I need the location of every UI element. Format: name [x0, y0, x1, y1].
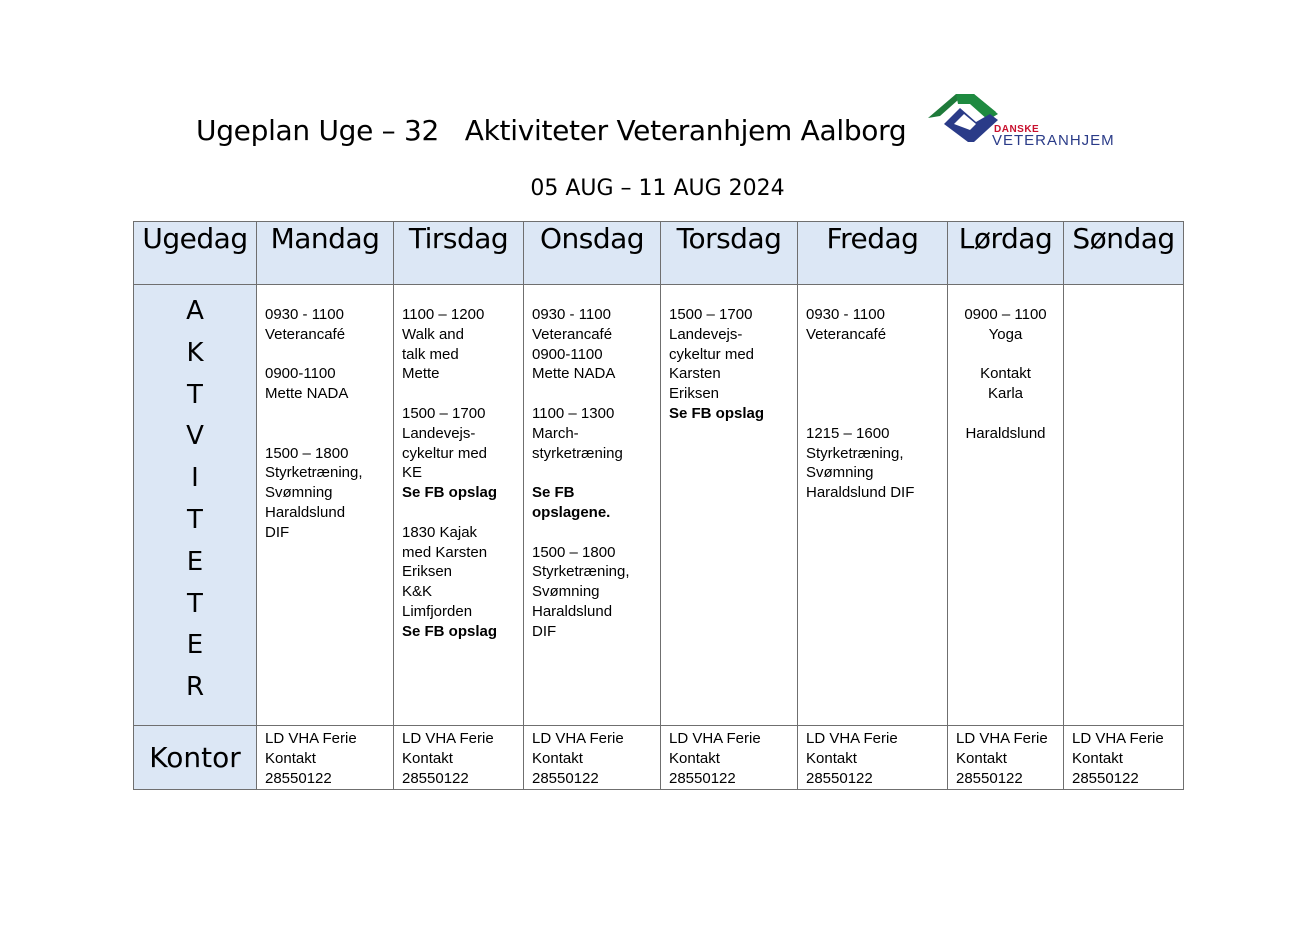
activity-line: Mette NADA — [532, 365, 616, 383]
activity-line: 1500 – 1800 — [532, 543, 616, 561]
kontor-line: LD VHA Ferie — [532, 730, 624, 747]
activity-line — [806, 345, 939, 365]
kontor-cell-mandag — [257, 726, 394, 790]
column-header-torsdag: Torsdag — [661, 222, 798, 285]
activity-line — [402, 384, 515, 404]
activity-line: Walk and — [402, 325, 464, 343]
date-range: 05 AUG – 11 AUG 2024 — [530, 176, 785, 201]
activity-line: Svømning — [806, 464, 874, 482]
kontor-line: 28550122 — [265, 770, 332, 787]
activity-line: 1500 – 1700 — [402, 404, 486, 422]
activity-line: Eriksen — [669, 385, 720, 403]
activity-line: Se FB opslag — [669, 404, 765, 422]
activity-line: Eriksen — [402, 563, 453, 581]
side-letter: T — [187, 379, 203, 410]
column-header-mandag: Mandag — [257, 222, 394, 285]
activity-line: Veterancafé — [806, 325, 887, 343]
cell-tirsdag — [394, 285, 524, 726]
activity-line: 0900-1100 — [265, 365, 336, 383]
logo-text-big: VETERANHJEM — [992, 132, 1115, 149]
activity-line: 0930 - 1100 — [532, 306, 611, 323]
activity-line: Karsten — [669, 365, 721, 383]
activity-line: cykeltur med — [669, 345, 755, 363]
activity-line: 1500 – 1800 — [265, 444, 349, 462]
activity-line: opslagene. — [532, 503, 611, 521]
activity-line: Se FB opslag — [402, 622, 498, 640]
kontor-line: 28550122 — [402, 770, 469, 787]
activity-line — [806, 404, 939, 424]
logo-text-small: DANSKE — [994, 124, 1040, 135]
kontor-line: Kontakt — [402, 750, 453, 767]
page-title: Ugeplan Uge – 32 Aktiviteter Veteranhjem Aalborg — [196, 114, 907, 147]
activity-line: 0900 – 1100 — [964, 306, 1047, 323]
kontor-row — [134, 726, 1184, 790]
activity-line: Kontakt — [980, 365, 1031, 383]
kontor-cell-lordag — [948, 726, 1064, 790]
cell-onsdag — [524, 285, 661, 726]
kontor-cell-fredag — [798, 726, 948, 790]
kontor-line: 28550122 — [532, 770, 599, 787]
activity-line: talk med — [402, 345, 459, 363]
activity-line: 1100 – 1200 — [402, 306, 485, 323]
activity-line: 1100 – 1300 — [532, 404, 615, 422]
kontor-line: Kontakt — [669, 750, 720, 767]
activity-line: March- — [532, 424, 579, 442]
side-letter: K — [186, 337, 204, 368]
kontor-line: LD VHA Ferie — [956, 730, 1048, 747]
side-letter: T — [187, 588, 203, 619]
activity-line: 0930 - 1100 — [265, 306, 344, 323]
activity-line: DIF — [265, 523, 290, 541]
kontor-line: Kontakt — [956, 750, 1007, 767]
activity-line: Mette — [402, 365, 440, 383]
activity-line — [532, 384, 652, 404]
activity-line: 0930 - 1100 — [806, 306, 885, 323]
side-letter: A — [186, 296, 204, 326]
kontor-line: Kontakt — [265, 750, 316, 767]
activity-line: 1830 Kajak — [402, 523, 478, 541]
cell-torsdag — [661, 285, 798, 726]
activity-line: Landevejs- — [669, 325, 743, 343]
kontor-line: 28550122 — [956, 770, 1023, 787]
side-letter: T — [187, 504, 203, 535]
activity-line: Karla — [987, 385, 1024, 403]
kontor-line: 28550122 — [669, 770, 736, 787]
activity-line: med Karsten — [402, 543, 488, 561]
kontor-cell-sondag — [1064, 726, 1184, 790]
activity-line — [532, 463, 652, 483]
activity-line: Se FB — [532, 484, 575, 502]
kontor-line: LD VHA Ferie — [669, 730, 761, 747]
side-letter: V — [186, 421, 204, 452]
aktiviteter-side-label — [134, 285, 257, 726]
cell-fredag — [798, 285, 948, 726]
activity-line: Se FB opslag — [402, 484, 498, 502]
kontor-line: LD VHA Ferie — [1072, 730, 1164, 747]
activities-row — [134, 285, 1184, 726]
column-header-sondag: Søndag — [1064, 222, 1184, 285]
activity-line: Svømning — [532, 583, 600, 601]
activity-line: Haraldslund — [532, 602, 613, 620]
kontor-cell-tirsdag — [394, 726, 524, 790]
activity-line — [402, 503, 515, 523]
kontor-line: LD VHA Ferie — [402, 730, 494, 747]
activity-line: Styrketræning, — [806, 444, 904, 462]
activity-line — [806, 384, 939, 404]
activity-line: cykeltur med — [402, 444, 488, 462]
kontor-line: Kontakt — [1072, 750, 1123, 767]
activity-line: 0900-1100 — [532, 345, 603, 363]
danske-veteranhjem-logo — [926, 90, 1126, 150]
activity-line: 1215 – 1600 — [806, 424, 890, 442]
activity-line: 1500 – 1700 — [669, 306, 753, 323]
activity-line — [265, 404, 385, 424]
side-letter: E — [186, 630, 204, 661]
activity-line: Veterancafé — [265, 325, 346, 343]
activity-line: styrketræning — [532, 444, 623, 462]
activity-line — [532, 523, 652, 543]
column-header-lordag: Lørdag — [948, 222, 1064, 285]
activity-line: Haraldslund DIF — [806, 484, 915, 502]
kontor-line: Kontakt — [806, 750, 857, 767]
side-letter: I — [191, 463, 199, 494]
header-row — [134, 222, 1184, 285]
kontor-cell-onsdag — [524, 726, 661, 790]
cell-sondag — [1064, 285, 1184, 726]
activity-line: DIF — [532, 622, 557, 640]
activity-line: Veterancafé — [532, 325, 613, 343]
kontor-line: LD VHA Ferie — [806, 730, 898, 747]
activity-line: Svømning — [265, 484, 333, 502]
activity-line: Limfjorden — [402, 602, 473, 620]
weekly-schedule-table — [133, 221, 1184, 790]
activity-line: Styrketræning, — [265, 464, 363, 482]
activity-line: K&K — [402, 583, 433, 601]
kontor-side-label: Kontor — [134, 726, 257, 790]
activity-line — [265, 345, 385, 365]
column-header-onsdag: Onsdag — [524, 222, 661, 285]
side-letter: E — [186, 546, 204, 577]
column-header-fredag: Fredag — [798, 222, 948, 285]
column-header-tirsdag: Tirsdag — [394, 222, 524, 285]
kontor-line: LD VHA Ferie — [265, 730, 357, 747]
kontor-line: Kontakt — [532, 750, 583, 767]
activity-line: Haraldslund — [965, 424, 1046, 442]
column-header-ugedag: Ugedag — [134, 222, 257, 285]
activity-line — [265, 424, 385, 444]
activity-line: KE — [402, 464, 423, 482]
cell-lordag — [948, 285, 1064, 726]
activity-line — [806, 364, 939, 384]
kontor-line: 28550122 — [1072, 770, 1139, 787]
side-letter: R — [185, 672, 205, 703]
activity-line: Yoga — [988, 325, 1023, 343]
activity-line — [956, 345, 1055, 365]
cell-mandag — [257, 285, 394, 726]
activity-line — [956, 404, 1055, 424]
activity-line: Styrketræning, — [532, 563, 630, 581]
kontor-line: 28550122 — [806, 770, 873, 787]
kontor-cell-torsdag — [661, 726, 798, 790]
activity-line: Mette NADA — [265, 385, 349, 403]
activity-line: Landevejs- — [402, 424, 476, 442]
activity-line: Haraldslund — [265, 503, 346, 521]
